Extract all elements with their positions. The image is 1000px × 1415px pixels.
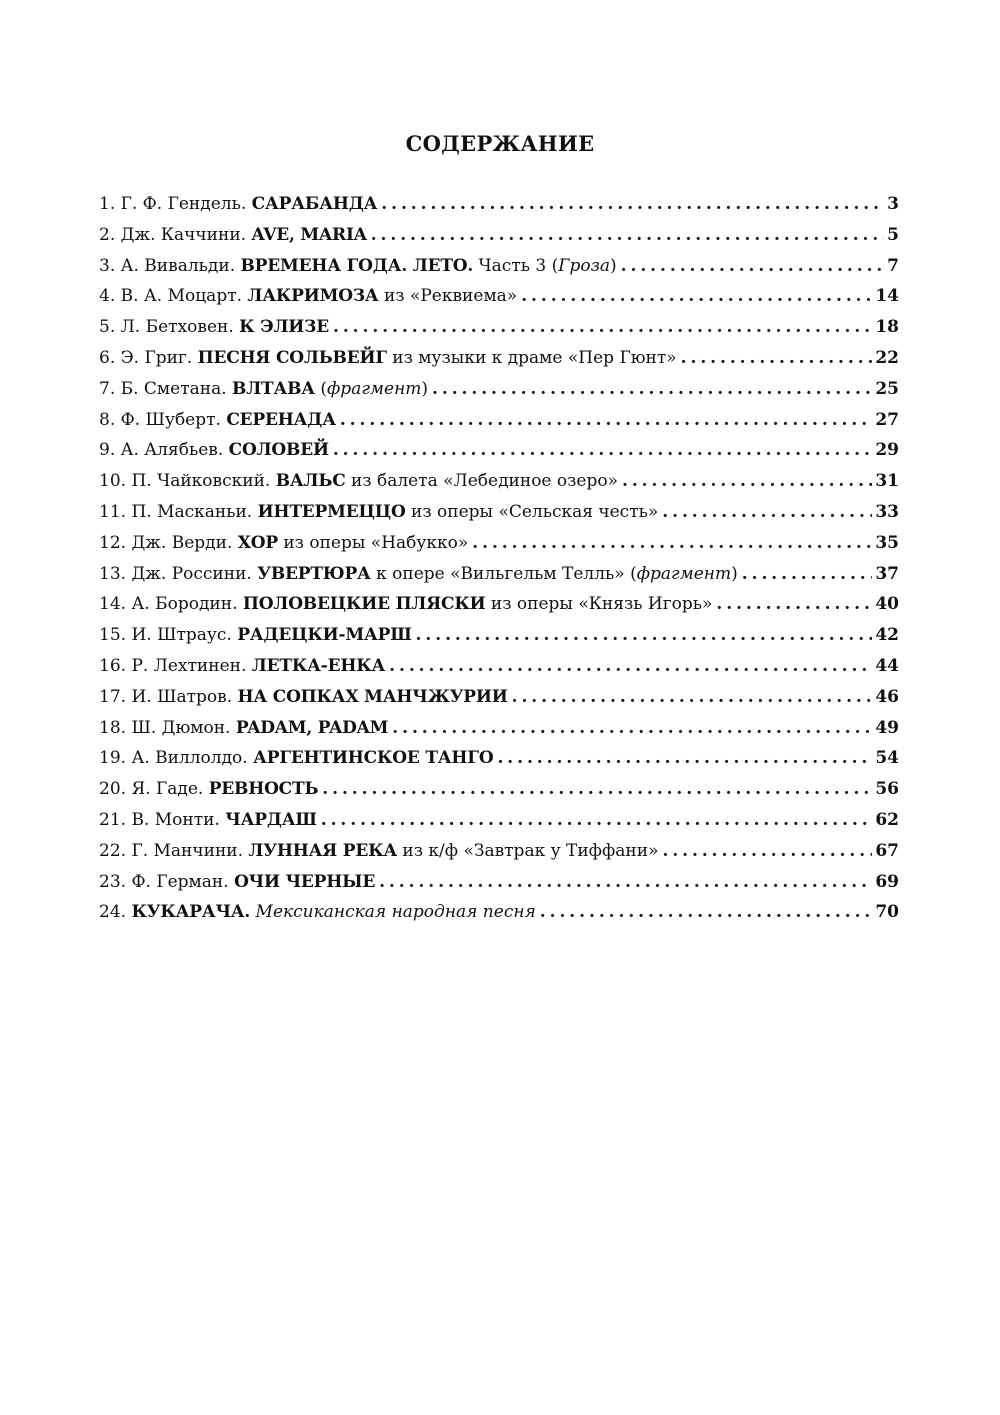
dot-leader (472, 528, 872, 559)
toc-entry-work: ЛЕТКА-ЕНКА (251, 655, 386, 676)
page-title: СОДЕРЖАНИЕ (405, 131, 595, 156)
toc-page-number: 18 (875, 317, 899, 338)
toc-entry-title (99, 497, 658, 528)
toc-entry-work: ЧАРДАШ (225, 809, 317, 830)
dot-leader (416, 620, 873, 651)
toc-entry-author: 20. Я. Гаде. (99, 779, 209, 800)
toc-page-number: 37 (875, 563, 899, 584)
toc-page-number: 7 (887, 255, 899, 276)
toc-entry-title (99, 713, 388, 744)
toc-page-number: 31 (875, 471, 899, 492)
dot-leader (340, 405, 872, 436)
toc-entry-author: 1. Г. Ф. Гендель. (99, 194, 252, 214)
toc-entry-title (99, 805, 317, 836)
toc-entry-author: 21. В. Монти. (99, 809, 226, 830)
toc-entry-work: AVE, MARIA (251, 224, 367, 245)
toc-page-number: 46 (875, 686, 899, 707)
toc-entry-title (99, 251, 617, 282)
toc-page-number: 70 (875, 902, 899, 923)
toc-entry-work: НА СОПКАХ МАНЧЖУРИИ (237, 686, 508, 707)
toc-page-number: 69 (875, 871, 899, 892)
toc-entry-author: 9. А. Алябьев. (99, 440, 229, 461)
dot-leader (662, 497, 872, 528)
toc-entry-work: КУКАРАЧА. (131, 902, 251, 923)
toc-entry-title (99, 281, 517, 312)
dot-leader (321, 805, 873, 836)
toc-entry-work: СЕРЕНАДА (226, 409, 336, 430)
dot-leader (622, 466, 872, 497)
toc-entry-author: 4. В. А. Моцарт. (99, 286, 248, 307)
toc-entry-author: из оперы «Сельская честь» (405, 501, 659, 522)
toc-entry (99, 528, 899, 559)
toc-entry-work: ЛАКРИМОЗА (247, 286, 379, 307)
toc-entry (99, 189, 899, 220)
toc-entry-author: ) (610, 255, 617, 276)
toc-entry-title (99, 743, 493, 774)
toc-entry (99, 867, 899, 898)
toc-page-number: 27 (875, 409, 899, 430)
toc-entry-work: К ЭЛИЗЕ (239, 317, 329, 338)
toc-entry-title (99, 559, 738, 590)
toc-entry-work: ВЛТАВА (232, 378, 315, 399)
dot-leader (381, 189, 884, 220)
toc-entry-author: 17. И. Шатров. (99, 686, 238, 707)
toc-entry-author: ) (421, 378, 429, 399)
toc-entry (99, 343, 899, 374)
dot-leader (333, 435, 873, 466)
toc-page-number: 3 (887, 194, 899, 214)
toc-entry-author: 10. П. Чайковский. (99, 471, 276, 492)
toc-entry-work: УВЕРТЮРА (257, 563, 371, 584)
toc-entry (99, 620, 899, 651)
table-of-contents (99, 189, 899, 928)
toc-entry-author: 5. Л. Бетховен. (99, 317, 240, 338)
toc-page-number: 5 (887, 224, 899, 245)
toc-entry-title (99, 435, 329, 466)
dot-leader (371, 220, 884, 251)
toc-entry-author: 22. Г. Манчини. (99, 840, 249, 861)
toc-entry (99, 435, 899, 466)
toc-page-number: 40 (875, 594, 899, 615)
toc-entry-author: из балета «Лебединое озеро» (345, 471, 618, 492)
toc-page-number: 54 (875, 748, 899, 769)
toc-page-number: 29 (875, 440, 899, 461)
toc-entry-author: ) (731, 563, 738, 584)
toc-entry (99, 836, 899, 867)
toc-entry-work: РЕВНОСТЬ (208, 779, 319, 800)
dot-leader (512, 682, 873, 713)
dot-leader (392, 713, 872, 744)
toc-page-number: 62 (875, 809, 899, 830)
toc-page-number: 49 (875, 717, 899, 738)
toc-entry (99, 743, 899, 774)
toc-entry-title (99, 405, 336, 436)
toc-entry-author: 2. Дж. Каччини. (99, 224, 252, 245)
toc-entry-author: 3. А. Вивальди. (99, 255, 241, 276)
dot-leader (742, 559, 873, 590)
toc-entry-work: ОЧИ ЧЕРНЫЕ (234, 871, 376, 892)
toc-entry-author: 18. Ш. Дюмон. (99, 717, 236, 738)
toc-page-number: 25 (875, 378, 899, 399)
toc-entry-work: ПОЛОВЕЦКИЕ ПЛЯСКИ (242, 594, 486, 615)
toc-entry (99, 466, 899, 497)
toc-entry-work: СОЛОВЕЙ (228, 440, 329, 461)
toc-entry-title (99, 220, 367, 251)
toc-entry-author: из к/ф «Завтрак у Тиффани» (396, 840, 659, 861)
toc-entry-title (99, 528, 468, 559)
toc-entry (99, 651, 899, 682)
toc-entry-work: ВАЛЬС (275, 471, 346, 492)
toc-page-number: 42 (875, 625, 899, 646)
toc-page-number: 67 (875, 840, 899, 861)
toc-entry-author: 19. А. Виллолдо. (99, 748, 254, 769)
toc-page-number: 22 (875, 347, 899, 368)
toc-entry-author: 24. (99, 902, 132, 923)
toc-entry-work: PADAM, PADAM (235, 717, 389, 738)
toc-entry-author: 6. Э. Григ. (99, 347, 198, 368)
dot-leader (681, 343, 873, 374)
dot-leader (663, 836, 873, 867)
toc-entry-title (99, 589, 712, 620)
toc-entry-note: фрагмент (636, 563, 732, 584)
toc-entry-work: ВРЕМЕНА ГОДА. ЛЕТО. (240, 255, 474, 276)
toc-entry-author: 11. П. Масканьи. (99, 501, 258, 522)
dot-leader (389, 651, 872, 682)
toc-entry-author: к опере «Вильгельм Телль» ( (370, 563, 637, 584)
toc-entry-author: 14. А. Бородин. (99, 594, 243, 615)
toc-entry (99, 559, 899, 590)
toc-entry-work: САРАБАНДА (251, 194, 378, 214)
toc-entry-author: ( (314, 378, 327, 399)
toc-entry (99, 805, 899, 836)
toc-page-number: 44 (875, 655, 899, 676)
dot-leader (322, 774, 872, 805)
toc-entry-title (99, 897, 536, 928)
toc-entry (99, 251, 899, 282)
toc-page-number: 56 (875, 779, 899, 800)
toc-entry-author: 15. И. Штраус. (99, 625, 238, 646)
dot-leader (333, 312, 872, 343)
toc-entry (99, 713, 899, 744)
toc-entry (99, 774, 899, 805)
toc-page-number: 33 (875, 501, 899, 522)
toc-entry-note: Мексиканская народная песня (255, 902, 536, 923)
toc-entry (99, 374, 899, 405)
toc-entry-author: Часть 3 ( (473, 255, 559, 276)
dot-leader (497, 743, 872, 774)
dot-leader (379, 867, 872, 898)
toc-entry-author: из оперы «Князь Игорь» (485, 594, 713, 615)
toc-entry-title (99, 189, 377, 220)
toc-entry-title (99, 836, 659, 867)
toc-entry-work: АРГЕНТИНСКОЕ ТАНГО (253, 748, 494, 769)
toc-entry-author: из оперы «Набукко» (277, 532, 469, 553)
toc-entry (99, 281, 899, 312)
toc-entry-title (99, 651, 385, 682)
toc-entry-work: ЛУННАЯ РЕКА (248, 840, 397, 861)
toc-entry-work: ХОР (237, 532, 278, 553)
toc-entry (99, 589, 899, 620)
dot-leader (521, 281, 872, 312)
toc-entry-title (99, 374, 428, 405)
toc-entry-note: Гроза (558, 255, 611, 276)
toc-entry (99, 405, 899, 436)
dot-leader (716, 589, 872, 620)
toc-entry (99, 497, 899, 528)
toc-entry (99, 312, 899, 343)
toc-entry-work: РАДЕЦКИ-МАРШ (237, 625, 412, 646)
toc-entry-author: 8. Ф. Шуберт. (99, 409, 227, 430)
toc-entry-author: 13. Дж. Россини. (99, 563, 258, 584)
toc-entry-note: фрагмент (327, 378, 422, 399)
toc-entry-title (99, 682, 508, 713)
toc-entry-title (99, 620, 412, 651)
toc-entry-title (99, 867, 375, 898)
toc-entry-title (99, 343, 677, 374)
toc-entry (99, 682, 899, 713)
toc-entry-author: 23. Ф. Герман. (99, 871, 235, 892)
toc-entry-work: ПЕСНЯ СОЛЬВЕЙГ (197, 347, 387, 368)
toc-entry-author: 12. Дж. Верди. (99, 532, 238, 553)
toc-entry-title (99, 312, 329, 343)
toc-entry-author: 16. Р. Лехтинен. (99, 655, 252, 676)
toc-entry (99, 897, 899, 928)
toc-entry-author: 7. Б. Сметана. (99, 378, 233, 399)
toc-entry-author: из музыки к драме «Пер Гюнт» (386, 347, 677, 368)
toc-page-number: 35 (875, 532, 899, 553)
toc-entry-author: из «Реквиема» (378, 286, 518, 307)
dot-leader (621, 251, 884, 282)
toc-entry (99, 220, 899, 251)
toc-entry-work: ИНТЕРМЕЦЦО (257, 501, 406, 522)
toc-entry-title (99, 774, 318, 805)
toc-entry-title (99, 466, 618, 497)
toc-page-number: 14 (875, 286, 899, 307)
dot-leader (432, 374, 872, 405)
dot-leader (540, 897, 873, 928)
